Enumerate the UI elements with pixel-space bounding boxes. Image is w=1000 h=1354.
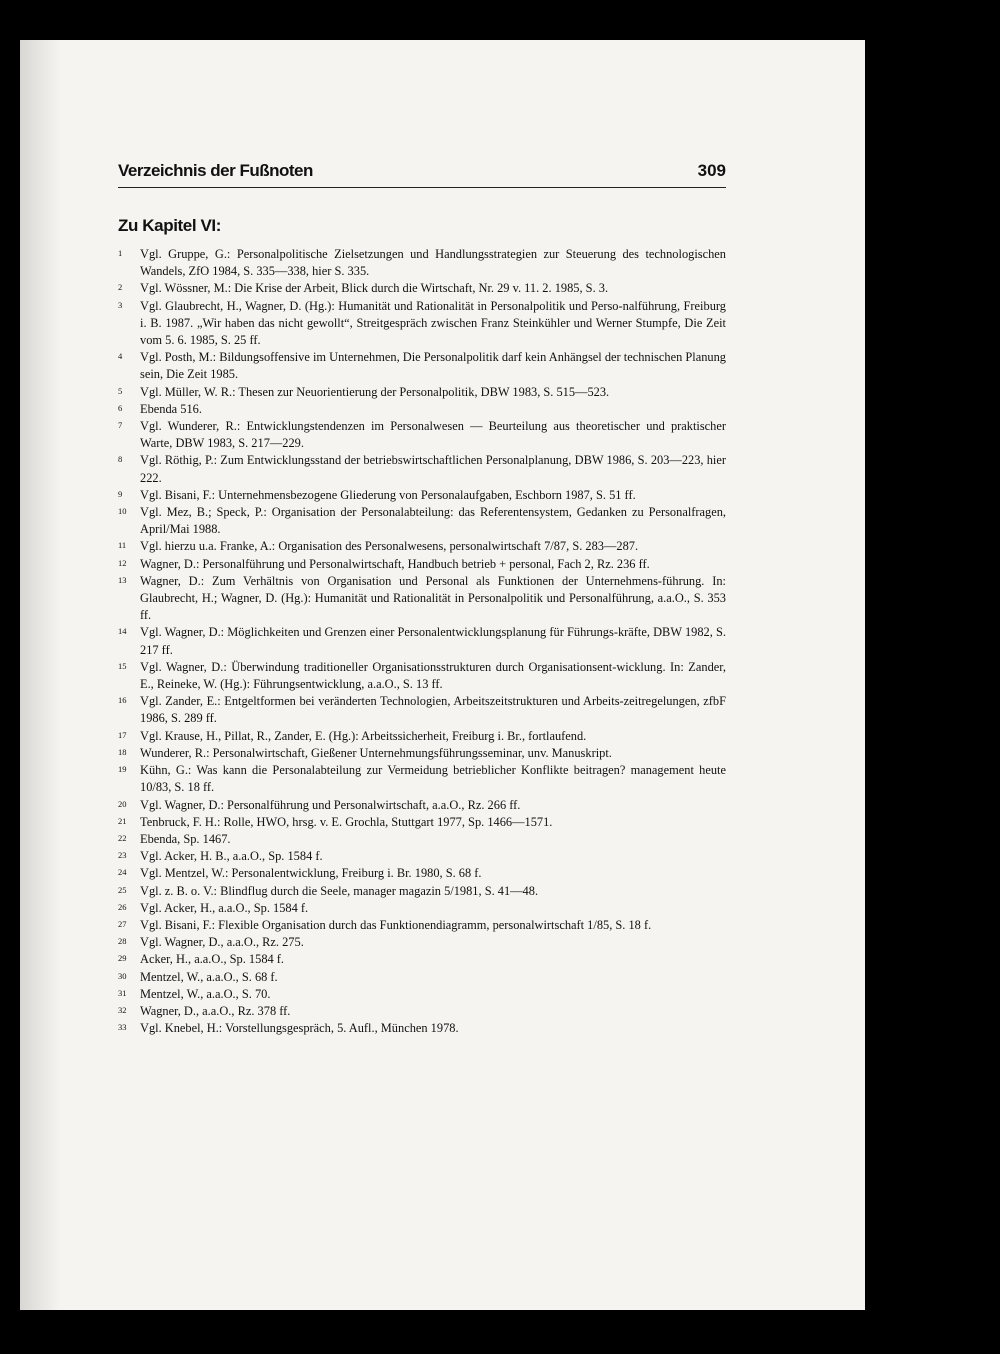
footnote-number: 10 xyxy=(118,506,127,517)
footnote-5 xyxy=(118,384,726,401)
footnote-12 xyxy=(118,556,726,573)
footnote-14 xyxy=(118,624,726,658)
page-header xyxy=(118,161,726,188)
footnote-16 xyxy=(118,693,726,727)
footnote-number: 12 xyxy=(118,557,127,568)
footnote-text: Vgl. hierzu u.a. Franke, A.: Organisation des Personalwesens, personalwirtschaft 7/87, S. 283—287. xyxy=(140,539,639,554)
footnote-3 xyxy=(118,298,726,350)
footnote-text: Vgl. Posth, M.: Bildungsoffensive im Unternehmen, Die Personalpolitik darf kein Anhängsel der technischen Planung sein, Die Zeit 1985. xyxy=(140,350,726,382)
footnote-text: Vgl. Wössner, M.: Die Krise der Arbeit, Blick durch die Wirtschaft, Nr. 29 v. 11. 2. 1985, S. 3. xyxy=(140,281,609,296)
footnote-number: 5 xyxy=(118,385,123,396)
footnote-text: Ebenda, Sp. 1467. xyxy=(140,831,231,846)
footnote-number: 25 xyxy=(118,884,127,895)
running-title: Verzeichnis der Fußnoten xyxy=(118,161,313,180)
footnote-number: 18 xyxy=(118,746,127,757)
footnote-number: 28 xyxy=(118,936,127,947)
footnote-text: Tenbruck, F. H.: Rolle, HWO, hrsg. v. E. Grochla, Stuttgart 1977, Sp. 1466—1571. xyxy=(140,814,553,829)
footnote-number: 16 xyxy=(118,695,127,706)
footnote-text: Vgl. Mentzel, W.: Personalentwicklung, Freiburg i. Br. 1980, S. 68 f. xyxy=(140,866,482,881)
footnote-text: Vgl. Röthig, P.: Zum Entwicklungsstand der betriebswirtschaftlichen Personalplanung, DBW 1986, S. 203—223, hier 222. xyxy=(140,453,726,485)
footnote-11 xyxy=(118,538,726,555)
footnote-number: 14 xyxy=(118,626,127,637)
page-number: 309 xyxy=(697,161,726,180)
footnote-number: 24 xyxy=(118,867,127,878)
footnote-24 xyxy=(118,865,726,882)
footnote-text: Vgl. Bisani, F.: Unternehmensbezogene Gliederung von Personalaufgaben, Eschborn 1987, S. 51 ff. xyxy=(140,487,636,502)
footnote-text: Vgl. Wagner, D., a.a.O., Rz. 275. xyxy=(140,935,304,950)
footnote-text: Kühn, G.: Was kann die Personalabteilung zur Vermeidung betrieblicher Konflikte beitragen? management heute 10/83, S. 18 ff. xyxy=(140,763,726,795)
footnote-text: Vgl. Wagner, D.: Überwindung traditioneller Organisationsstrukturen durch Organisationsent-wicklung. In: Zander, E., Reineke, W. (Hg.): Führungsentwicklung, a.a.O., S. 13 ff. xyxy=(140,659,726,692)
footnote-33 xyxy=(118,1020,726,1037)
footnote-25 xyxy=(118,883,726,900)
footnote-13 xyxy=(118,573,726,625)
footnote-number: 26 xyxy=(118,901,127,912)
footnote-text: Vgl. Bisani, F.: Flexible Organisation durch das Funktionendiagramm, personalwirtschaft 1/85, S. 18 f. xyxy=(140,917,652,932)
footnote-text: Vgl. Glaubrecht, H., Wagner, D. (Hg.): Humanität und Rationalität in Personalpolitik und Perso-nalführung, Freiburg i. B. 1987. „Wir haben das nicht gewollt“, Streitgespräch zwischen Franz Steinkühler und Werner Stumpfe, Die Zeit vom 5. 6. 1985, S. 25 ff. xyxy=(140,298,726,348)
footnote-text: Vgl. Wunderer, R.: Entwicklungstendenzen im Personalwesen — Beurteilung aus theoretischer und praktischer Warte, DBW 1983, S. 217—229. xyxy=(140,419,726,451)
footnote-number: 8 xyxy=(118,454,123,465)
footnote-8 xyxy=(118,452,726,486)
footnote-number: 15 xyxy=(118,660,127,671)
footnote-number: 13 xyxy=(118,574,127,585)
footnote-number: 32 xyxy=(118,1004,127,1015)
footnote-number: 29 xyxy=(118,953,127,964)
footnote-text: Vgl. Krause, H., Pillat, R., Zander, E. (Hg.): Arbeitssicherheit, Freiburg i. Br., fortlaufend. xyxy=(140,728,587,743)
page-gutter-shadow xyxy=(20,40,60,1310)
footnote-number: 27 xyxy=(118,918,127,929)
footnote-27 xyxy=(118,917,726,934)
footnote-number: 17 xyxy=(118,729,127,740)
footnote-29 xyxy=(118,951,726,968)
footnote-1 xyxy=(118,246,726,280)
footnote-text: Ebenda 516. xyxy=(140,401,202,416)
footnote-number: 31 xyxy=(118,987,127,998)
footnote-text: Vgl. Wagner, D.: Personalführung und Personalwirtschaft, a.a.O., Rz. 266 ff. xyxy=(140,797,521,812)
footnote-number: 19 xyxy=(118,764,127,775)
footnote-number: 22 xyxy=(118,832,127,843)
footnote-9 xyxy=(118,487,726,504)
chapter-heading: Zu Kapitel VI: xyxy=(118,216,222,235)
footnote-23 xyxy=(118,848,726,865)
footnote-text: Vgl. z. B. o. V.: Blindflug durch die Seele, manager magazin 5/1981, S. 41—48. xyxy=(140,883,539,898)
footnote-number: 30 xyxy=(118,970,127,981)
footnote-text: Acker, H., a.a.O., Sp. 1584 f. xyxy=(140,952,285,967)
footnote-number: 20 xyxy=(118,798,127,809)
footnote-21 xyxy=(118,814,726,831)
footnote-text: Vgl. Acker, H., a.a.O., Sp. 1584 f. xyxy=(140,900,309,915)
footnote-6 xyxy=(118,401,726,418)
footnote-number: 11 xyxy=(118,540,127,551)
footnote-number: 21 xyxy=(118,815,127,826)
footnote-number: 23 xyxy=(118,850,127,861)
footnote-22 xyxy=(118,831,726,848)
footnote-number: 4 xyxy=(118,351,123,362)
footnote-number: 7 xyxy=(118,420,123,431)
footnote-list xyxy=(118,246,726,1037)
footnote-28 xyxy=(118,934,726,951)
footnote-17 xyxy=(118,728,726,745)
footnote-2 xyxy=(118,280,726,297)
footnote-31 xyxy=(118,986,726,1003)
footnote-text: Vgl. Müller, W. R.: Thesen zur Neuorientierung der Personalpolitik, DBW 1983, S. 515—523. xyxy=(140,384,610,399)
footnote-text: Vgl. Wagner, D.: Möglichkeiten und Grenzen einer Personalentwicklungsplanung für Führungs-kräfte, DBW 1982, S. 217 ff. xyxy=(140,625,726,657)
footnote-number: 6 xyxy=(118,402,123,413)
footnote-20 xyxy=(118,797,726,814)
footnote-text: Vgl. Knebel, H.: Vorstellungsgespräch, 5. Aufl., München 1978. xyxy=(140,1021,459,1036)
footnote-text: Mentzel, W., a.a.O., S. 70. xyxy=(140,986,271,1001)
footnote-text: Vgl. Zander, E.: Entgeltformen bei veränderten Technologien, Arbeitszeitstrukturen und Arbeits-zeitregelungen, zfbF 1986, S. 289 ff. xyxy=(140,694,726,726)
footnote-30 xyxy=(118,969,726,986)
footnote-text: Mentzel, W., a.a.O., S. 68 f. xyxy=(140,969,278,984)
footnote-text: Wagner, D.: Personalführung und Personalwirtschaft, Handbuch betrieb + personal, Fach 2, Rz. 236 ff. xyxy=(140,556,650,571)
footnote-text: Vgl. Gruppe, G.: Personalpolitische Zielsetzungen und Handlungsstrategien zur Steuerung des technologischen Wandels, ZfO 1984, S. 335—338, hier S. 335. xyxy=(140,247,726,279)
footnote-number: 33 xyxy=(118,1022,127,1033)
footnote-15 xyxy=(118,659,726,693)
footnote-18 xyxy=(118,745,726,762)
footnote-number: 1 xyxy=(118,248,123,258)
footnote-10 xyxy=(118,504,726,538)
footnote-7 xyxy=(118,418,726,452)
footnote-text: Wagner, D.: Zum Verhältnis von Organisation und Personal als Funktionen der Unternehmens-führung. In: Glaubrecht, H.; Wagner, D. (Hg.): Humanität und Rationalität in Personalpolitik und Personalführung, a.a.O., S. 353 ff. xyxy=(140,573,726,623)
footnote-32 xyxy=(118,1003,726,1020)
footnote-4 xyxy=(118,349,726,383)
footnote-number: 3 xyxy=(118,299,123,310)
footnote-text: Vgl. Mez, B.; Speck, P.: Organisation der Personalabteilung: das Referentensystem, Gedanken zu Personalfragen, April/Mai 1988. xyxy=(140,505,726,537)
footnote-19 xyxy=(118,762,726,796)
footnote-text: Wagner, D., a.a.O., Rz. 378 ff. xyxy=(140,1003,291,1018)
footnote-text: Wunderer, R.: Personalwirtschaft, Gießener Unternehmungsführungsseminar, unv. Manuskript. xyxy=(140,745,612,760)
footnote-text: Vgl. Acker, H. B., a.a.O., Sp. 1584 f. xyxy=(140,849,323,864)
footnote-number: 2 xyxy=(118,282,123,293)
footnote-number: 9 xyxy=(118,488,123,499)
footnote-26 xyxy=(118,900,726,917)
